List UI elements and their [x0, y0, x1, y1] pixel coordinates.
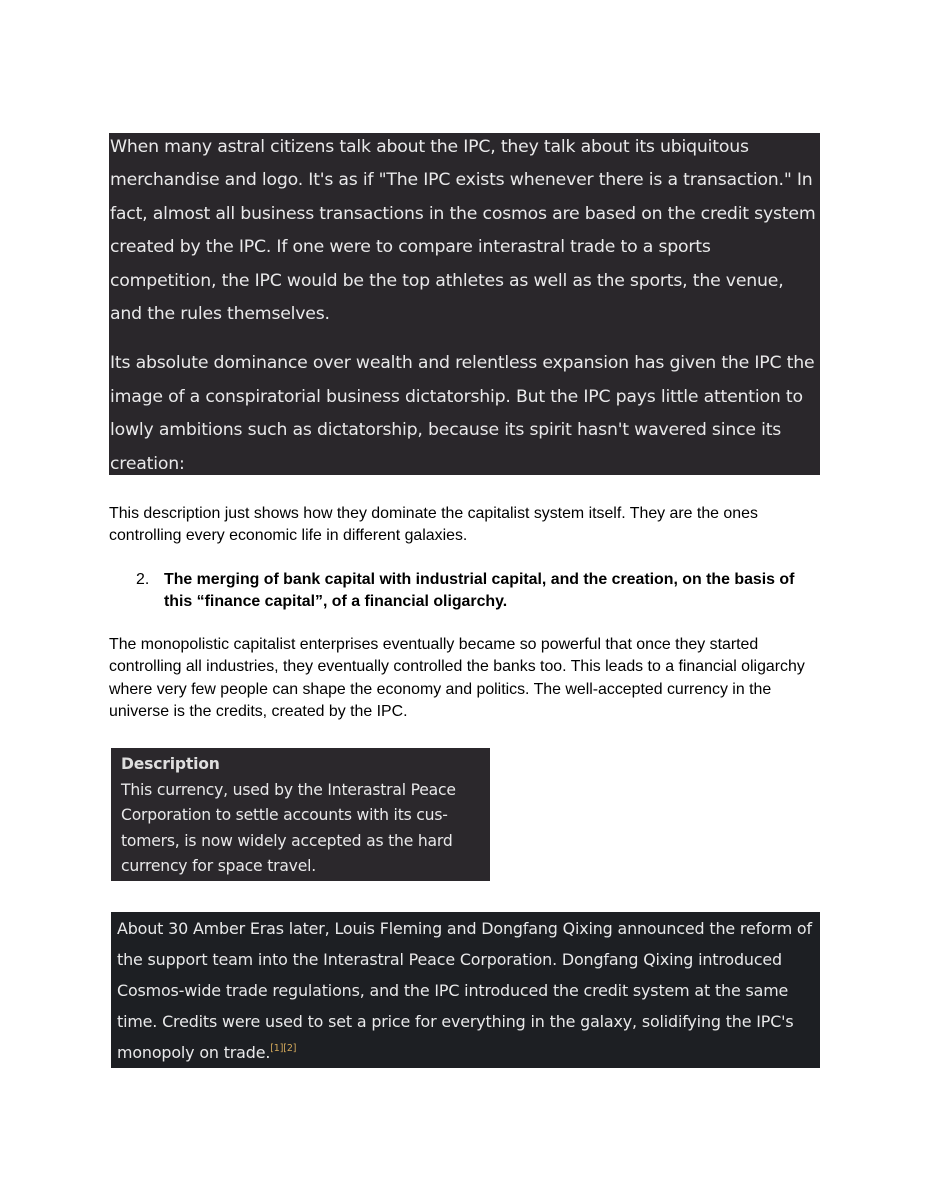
commentary-paragraph-1: This description just shows how they dominate the capitalist system itself. They are the ones controlling every economic life in different galaxies.	[109, 505, 758, 545]
ipc-quote-screenshot	[109, 133, 820, 475]
list-item-number: 2.	[136, 571, 150, 588]
footnote-references: [1][2]	[270, 1042, 297, 1054]
quote-paragraph-2: Its absolute dominance over wealth and relentless expansion has given the IPC the image of a conspiratorial business dictatorship. But the IPC pays little attention to lowly ambitions such as dictatorship, because its spirit hasn't wavered since its creation:	[110, 353, 815, 474]
numbered-list-item	[109, 569, 819, 614]
ipc-history-screenshot	[111, 912, 820, 1068]
quote-paragraph-1: When many astral citizens talk about the IPC, they talk about its ubiquitous merchandise and logo. It's as if "The IPC exists whenever there is a transaction." In fact, almost all business transactions in the cosmos are based on the credit system created by the IPC. If one were to compare interastral trade to a sports competition, the IPC would be the top athletes as well as the sports, the venue, and the rules themselves.	[110, 137, 816, 325]
description-title: Description	[121, 755, 220, 773]
description-text: This currency, used by the Interastral Peace Corporation to settle accounts with its cus-tomers, is now widely accepted as the hard currency for space travel.	[121, 780, 456, 876]
credit-description-screenshot	[111, 748, 490, 881]
list-item-text: The merging of bank capital with industrial capital, and the creation, on the basis of this “finance capital”, of a financial oligarchy.	[164, 571, 795, 611]
history-text: About 30 Amber Eras later, Louis Fleming and Dongfang Qixing announced the reform of the support team into the Interastral Peace Corporation. Dongfang Qixing introduced Cosmos-wide trade regulations, and the IPC introduced the credit system at the same time. Credits were used to set a price for everything in the galaxy, solidifying the IPC's monopoly on trade.	[117, 919, 812, 1062]
commentary-paragraph-2: The monopolistic capitalist enterprises eventually became so powerful that once they started controlling all industries, they eventually controlled the banks too. This leads to a financial oligarchy where very few people can shape the economy and politics. The well-accepted currency in the universe is the credits, created by the IPC.	[109, 636, 805, 720]
